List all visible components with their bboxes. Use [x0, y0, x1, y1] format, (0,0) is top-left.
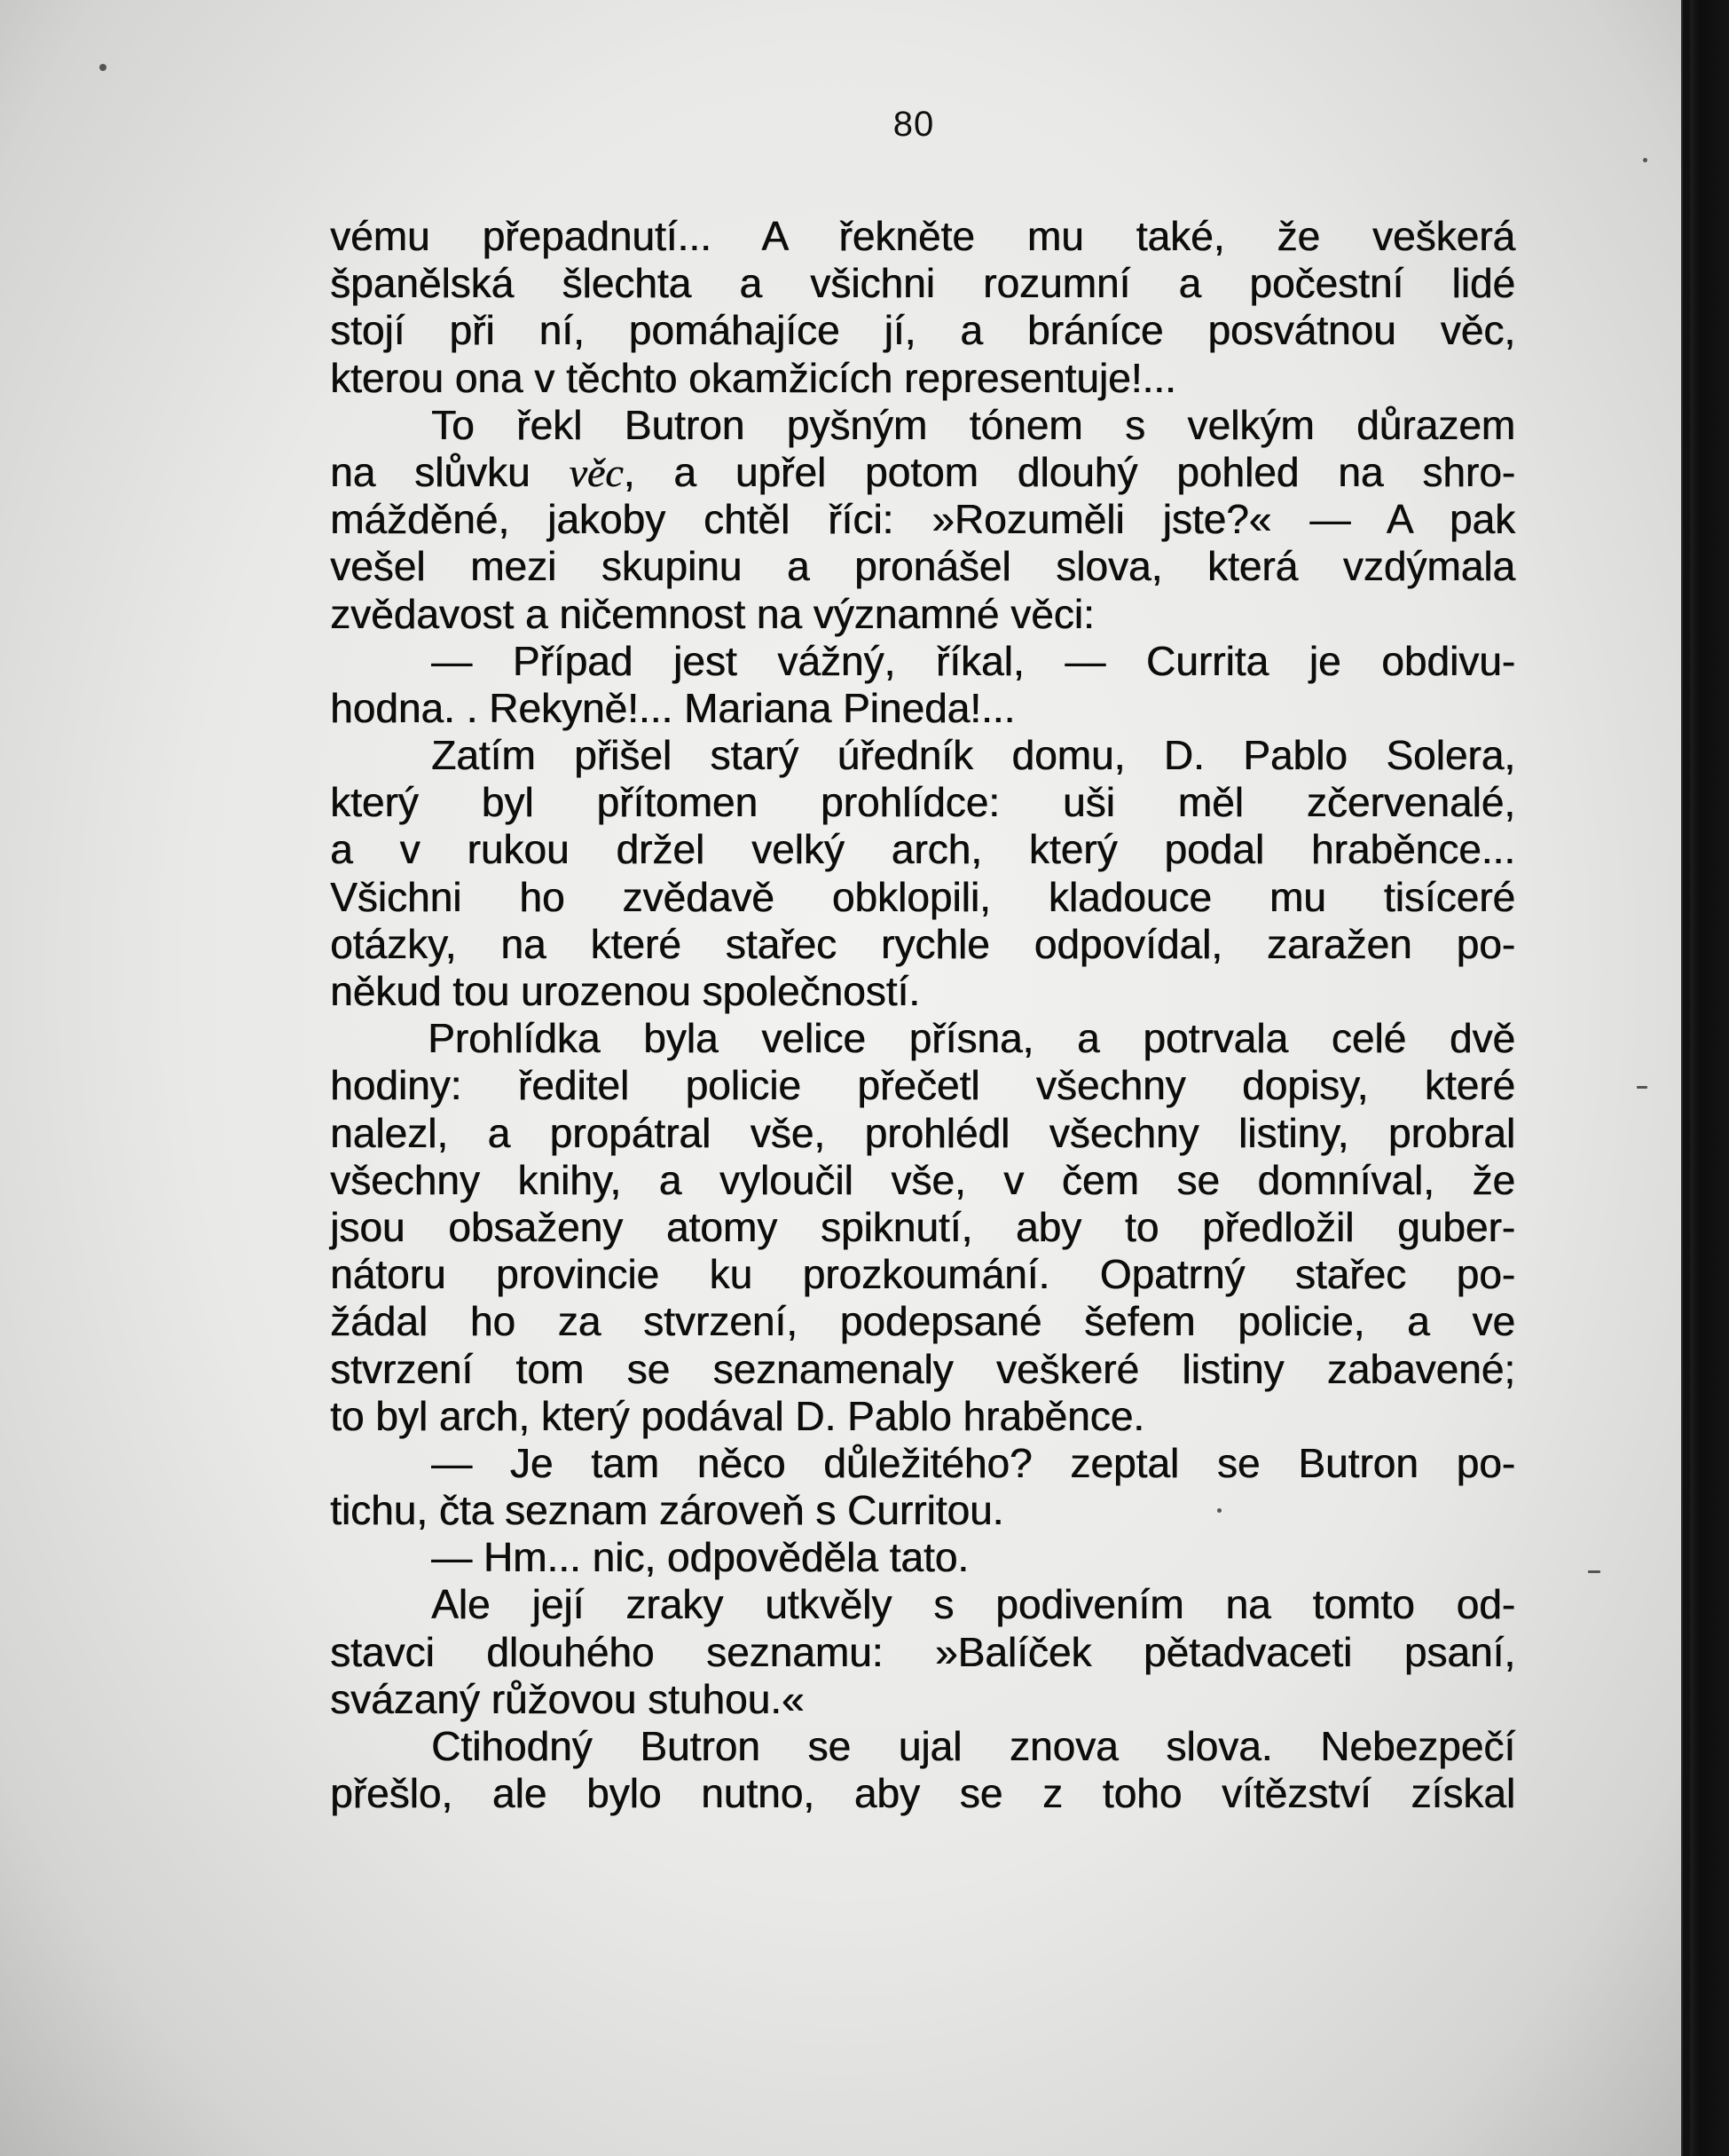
text-line: Ctihodný Butron se ujal znova slova. Nebezpečí	[431, 1723, 1515, 1769]
text-line: a v rukou držel velký arch, který podal hraběnce...	[330, 826, 1515, 873]
text-fragment: na slůvku	[330, 448, 530, 495]
text-line: všechny knihy, a vyloučil vše, v čem se domníval, že	[330, 1156, 1515, 1203]
text-line: někud tou urozenou společností.	[330, 968, 920, 1014]
text-line: který byl přítomen prohlídce: uši měl zčervenalé,	[330, 779, 1515, 826]
text-line: hodiny: ředitel policie přečetl všechny dopisy, které	[330, 1062, 1515, 1109]
text-line: Zatím přišel starý úředník domu, D. Pablo Solera,	[431, 732, 1515, 779]
page-edge-shadow	[1683, 0, 1690, 2156]
text-line: stavci dlouhého seznamu: »Balíček pětadvaceti psaní,	[330, 1628, 1515, 1675]
paper-speck	[1637, 1086, 1647, 1089]
text-line: nalezl, a propátral vše, prohlédl všechny listiny, probral	[330, 1109, 1515, 1156]
text-line: zvědavost a ničemnost na významné věci:	[330, 590, 1095, 637]
text-line: vešel mezi skupinu a pronášel slova, která vzdýmala	[330, 543, 1515, 590]
body-text	[330, 213, 1515, 1817]
text-line: to byl arch, který podával D. Pablo hraběnce.	[330, 1392, 1144, 1439]
page-number: 80	[892, 105, 935, 144]
emphasized-word: věc	[569, 449, 624, 495]
text-line: stvrzení tom se seznamenaly veškeré listiny zabavené;	[330, 1345, 1515, 1392]
text-line: tichu, čta seznam zároveň s Curritou.	[330, 1487, 1004, 1534]
text-line: španělská šlechta a všichni rozumní a počestní lidé	[330, 260, 1515, 307]
text-line: stojí při ní, pomáhajíce jí, a bráníce posvátnou věc,	[330, 307, 1515, 354]
paper-speck	[1643, 158, 1647, 162]
text-line: mážděné, jakoby chtěl říci: »Rozuměli jste?« — A pak	[330, 496, 1515, 543]
text-line: To řekl Butron pyšným tónem s velkým důrazem	[431, 401, 1515, 448]
text-line: — Je tam něco důležitého? zeptal se Butron po-	[431, 1439, 1515, 1486]
text-line: Ale její zraky utkvěly s podivením na tomto od-	[431, 1581, 1515, 1628]
paper-speck	[1217, 1508, 1222, 1513]
text-line: — Hm... nic, odpověděla tato.	[431, 1534, 969, 1581]
text-line: — Případ jest vážný, říkal, — Currita je obdivu-	[431, 637, 1515, 684]
paper-speck	[99, 64, 106, 71]
text-line: hodna. . Rekyně!... Mariana Pineda!...	[330, 684, 1016, 731]
text-line: jsou obsaženy atomy spiknutí, aby to předložil guber-	[330, 1203, 1515, 1250]
text-fragment: , a upřel potom dlouhý pohled na shro-	[623, 448, 1515, 495]
text-line: svázaný růžovou stuhou.«	[330, 1675, 805, 1722]
text-line: otázky, na které stařec rychle odpovídal, zaražen po-	[330, 920, 1515, 967]
text-line: vému přepadnutí... A řekněte mu také, že veškerá	[330, 213, 1515, 259]
text-line: nátoru provincie ku prozkoumání. Opatrný stařec po-	[330, 1251, 1515, 1298]
text-line: Všichni ho zvědavě obklopili, kladouce mu tisíceré	[330, 873, 1515, 920]
text-line: přešlo, ale bylo nutno, aby se z toho vítězství získal	[330, 1770, 1515, 1817]
text-line-with-emphasis	[330, 449, 1515, 496]
paper-speck	[1588, 1570, 1600, 1573]
text-line: žádal ho za stvrzení, podepsané šefem policie, a ve	[330, 1298, 1515, 1345]
text-line: Prohlídka byla velice přísna, a potrvala celé dvě	[428, 1015, 1515, 1062]
text-line: kterou ona v těchto okamžicích representuje!...	[330, 354, 1176, 401]
